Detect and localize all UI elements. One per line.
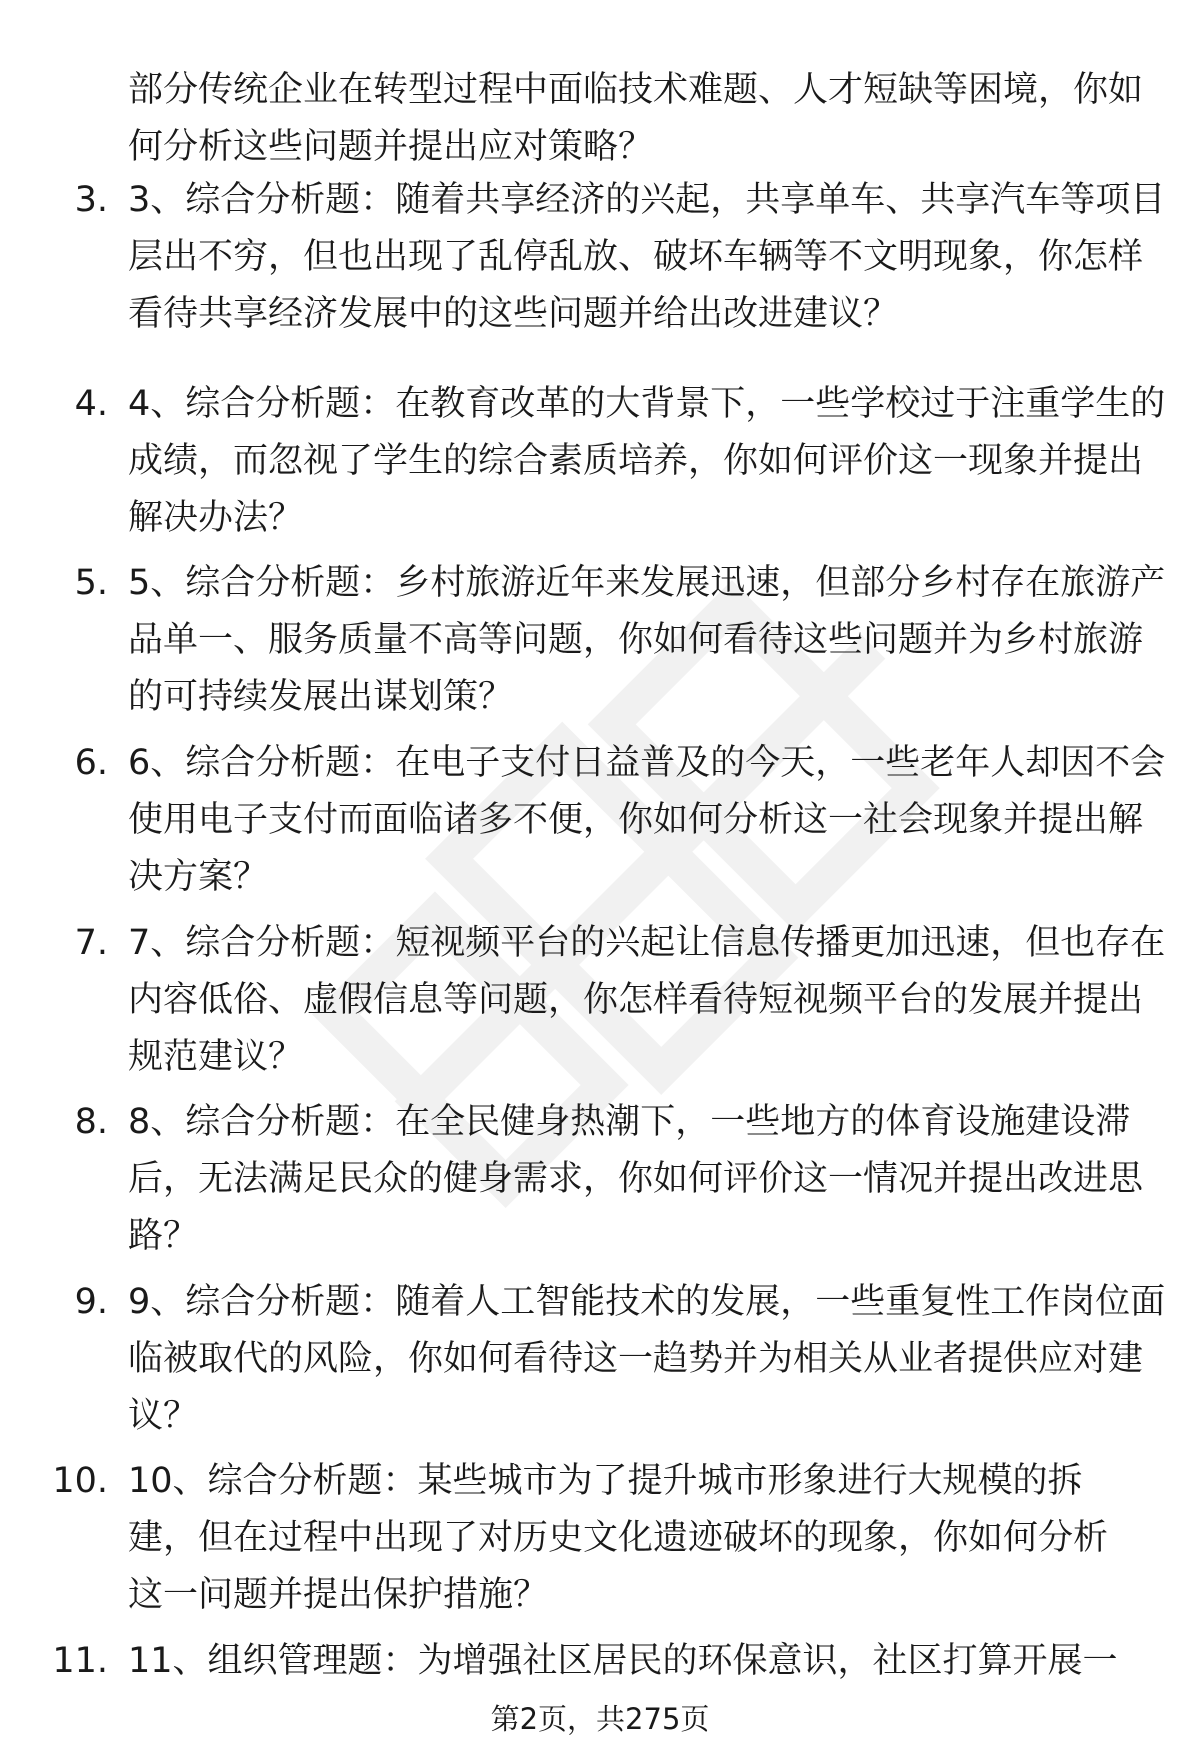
list-item-number: 6.: [74, 743, 108, 783]
list-item-text: 4、综合分析题：在教育改革的大背景下，一些学校过于注重学生的成绩，而忽视了学生的综合素质培养，你如何评价这一现象并提出解决办法？: [128, 384, 1166, 538]
continued-question-text: 部分传统企业在转型过程中面临技术难题、人才短缺等困境，你如何分析这些问题并提出应对策略？: [128, 70, 1144, 167]
list-item-number: 7.: [74, 923, 108, 963]
list-item-text: 11、组织管理题：为增强社区居民的环保意识，社区打算开展一: [128, 1641, 1118, 1681]
list-item-text: 8、综合分析题：在全民健身热潮下，一些地方的体育设施建设滞后，无法满足民众的健身需求，你如何评价这一情况并提出改进思路？: [128, 1102, 1144, 1256]
list-item-number: 10.: [52, 1461, 108, 1501]
list-item-number: 9.: [74, 1282, 108, 1322]
list-item-text: 9、综合分析题：随着人工智能技术的发展，一些重复性工作岗位面临被取代的风险，你如何看待这一趋势并为相关从业者提供应对建议？: [128, 1282, 1166, 1436]
list-item-text: 5、综合分析题：乡村旅游近年来发展迅速，但部分乡村存在旅游产品单一、服务质量不高等问题，你如何看待这些问题并为乡村旅游的可持续发展出谋划策？: [128, 563, 1166, 717]
list-item-number: 11.: [52, 1641, 108, 1681]
list-item-text: 7、综合分析题：短视频平台的兴起让信息传播更加迅速，但也存在内容低俗、虚假信息等问题，你怎样看待短视频平台的发展并提出规范建议？: [128, 923, 1166, 1077]
list-item-text: 3、综合分析题：随着共享经济的兴起，共享单车、共享汽车等项目层出不穷，但也出现了乱停乱放、破坏车辆等不文明现象，你怎样看待共享经济发展中的这些问题并给出改进建议？: [128, 180, 1166, 334]
list-item-number: 8.: [74, 1102, 108, 1142]
list-item-text: 10、综合分析题：某些城市为了提升城市形象进行大规模的拆建，但在过程中出现了对历史文化遗迹破坏的现象，你如何分析这一问题并提出保护措施？: [128, 1461, 1109, 1615]
list-item-text: 6、综合分析题：在电子支付日益普及的今天，一些老年人却因不会使用电子支付而面临诸多不便，你如何分析这一社会现象并提出解决方案？: [128, 743, 1166, 897]
list-item-number: 5.: [74, 563, 108, 603]
list-item-number: 4.: [74, 384, 108, 424]
list-item-number: 3.: [74, 180, 108, 220]
page-footer: 第2页，共275页: [490, 1702, 710, 1736]
